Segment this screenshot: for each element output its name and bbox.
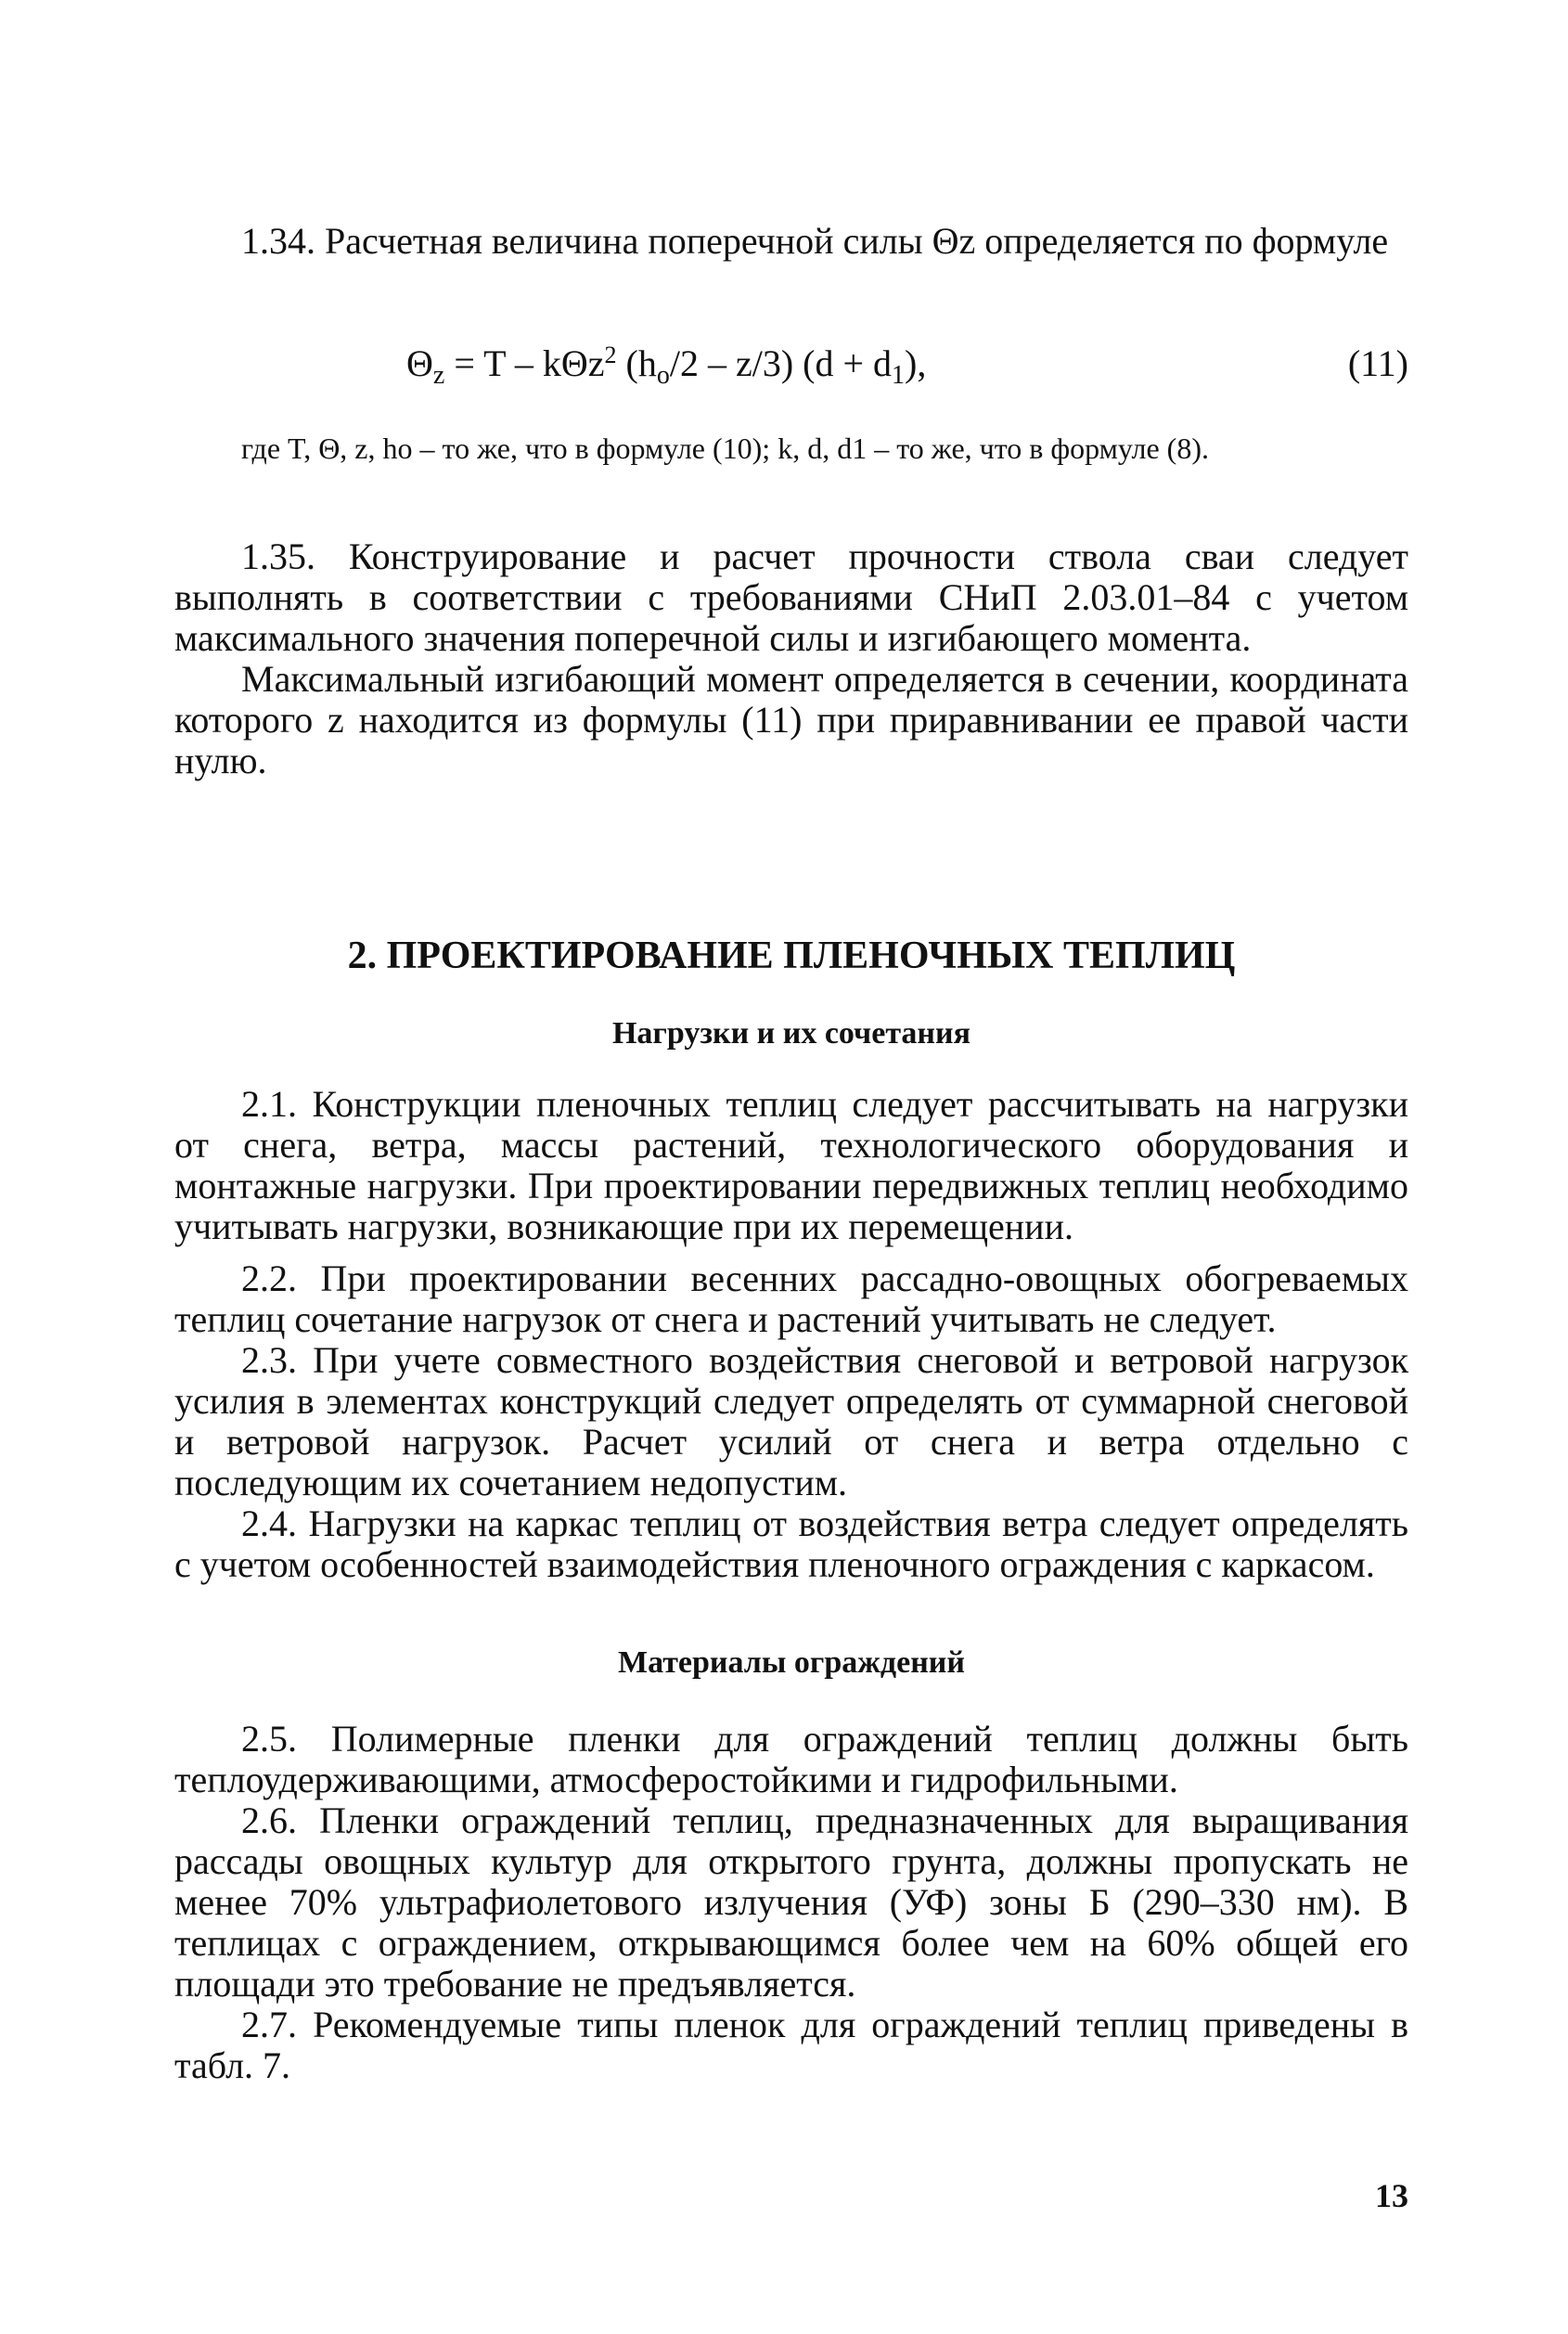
subsection-title-loads: Нагрузки и их сочетания [611,1016,971,1051]
formula-11-row [174,336,1408,392]
equation-number: (11) [1347,342,1408,384]
section-1-35 [174,536,1408,781]
section-1-34 [174,221,1408,262]
paragraph-2-2: 2.2. При проектировании весенних рассадно-овощных обогреваемых теплиц сочетание нагрузок от снега и растений учитывать не следует. [174,1257,1408,1340]
where-note-text: где T, Θ, z, hо – то же, что в формуле (10); k, d, d1 – то же, что в формуле (8). [241,432,1209,465]
paragraph-2-4: 2.4. Нагрузки на каркас теплиц от воздействия ветра следует определять с учетом особенностей взаимодействия пленочного ограждения с каркасом. [174,1502,1408,1585]
paragraph-2-1: 2.1. Конструкции пленочных теплиц следует рассчитывать на нагрузки от снега, ветра, массы растений, технологического оборудования и монтажные нагрузки. При проектировании передвижных теплиц необходимо учитывать нагрузки, возникающие при их перемещении. [174,1083,1408,1247]
paragraph-2-3: 2.3. При учете совместного воздействия снеговой и ветровой нагрузок усилия в элементах конструкций следует определять от суммарной снеговой и ветровой нагрузок. Расчет усилий от снега и ветра отдельно с последующим их сочетанием недопустим. [174,1339,1408,1503]
paragraph-2-6: 2.6. Пленки ограждений теплиц, предназначенных для выращивания рассады овощных культур для открытого грунта, должны пропускать не менее 70% ультрафиолетового излучения (УФ) зоны Б (290–330 нм). В теплицах с ограждением, открывающимся более чем на 60% общей его площади это требование не предъявляется. [174,1799,1408,2005]
loads-section [174,1084,1408,1585]
paragraph-1-35-max-moment: Максимальный изгибающий момент определяется в сечении, координата которого z находится из формулы (11) при приравнивании ее правой части нулю. [174,658,1408,781]
paragraph-1-35: 1.35. Конструирование и расчет прочности ствола сваи следует выполнять в соответствии с требованиями СНиП 2.03.01–84 с учетом максимального значения поперечной силы и изгибающего момента. [174,535,1408,659]
materials-section [174,1719,1408,2086]
page-number: 13 [1375,2177,1408,2214]
paragraph-1-34: 1.34. Расчетная величина поперечной силы Θz определяется по формуле [241,220,1389,262]
chapter-title: 2. ПРОЕКТИРОВАНИЕ ПЛЕНОЧНЫХ ТЕПЛИЦ [347,935,1236,977]
where-note [174,427,1408,470]
formula-11: $\Theta_z = T - k\Theta z^2$ $(h_o/2 - z/3) (d + d_1)$, [406,342,927,390]
subsection-title-materials: Материалы ограждений [618,1645,965,1680]
paragraph-2-5: 2.5. Полимерные пленки для ограждений теплиц должны быть теплоудерживающими, атмосферостойкими и гидрофильными. [174,1718,1408,1800]
paragraph-2-7: 2.7. Рекомендуемые типы пленок для ограждений теплиц приведены в табл. 7. [174,2004,1408,2086]
